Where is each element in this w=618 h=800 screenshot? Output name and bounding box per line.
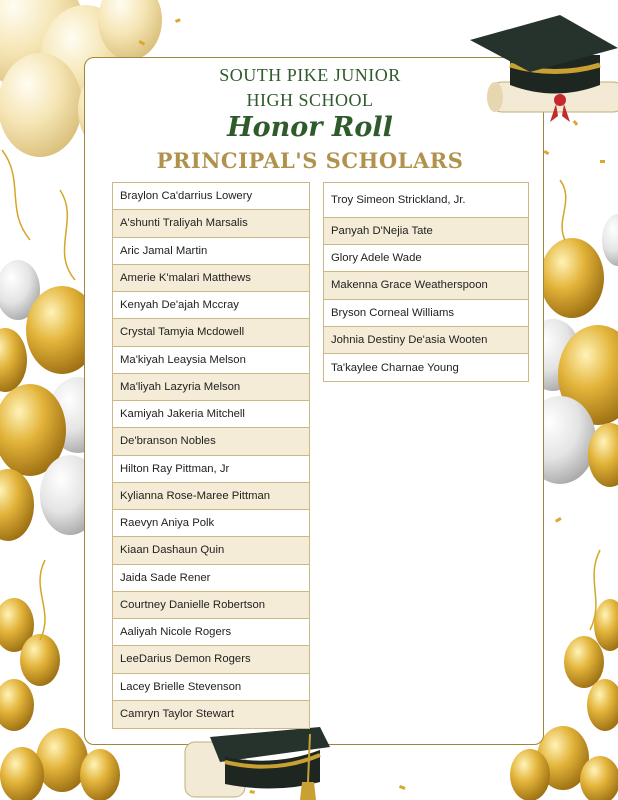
school-name-line2: HIGH SCHOOL	[246, 90, 374, 110]
list-item: Kiaan Dashaun Quin	[113, 537, 309, 564]
list-item: Ma'liyah Lazyria Melson	[113, 374, 309, 401]
list-item: Johnia Destiny De'asia Wooten	[324, 327, 528, 354]
list-item: Jaida Sade Rener	[113, 565, 309, 592]
list-item: Amerie K'malari Matthews	[113, 265, 309, 292]
list-item: Braylon Ca'darrius Lowery	[113, 183, 309, 210]
list-item: A'shunti Traliyah Marsalis	[113, 210, 309, 237]
list-item: Ma'kiyah Leaysia Melson	[113, 347, 309, 374]
list-item: Kylianna Rose-Maree Pittman	[113, 483, 309, 510]
scholar-list-right	[323, 182, 529, 382]
list-item: Kenyah De'ajah Mccray	[113, 292, 309, 319]
list-item: Aric Jamal Martin	[113, 238, 309, 265]
list-item: Troy Simeon Strickland, Jr.	[324, 183, 528, 218]
list-item: Courtney Danielle Robertson	[113, 592, 309, 619]
list-item: Panyah D'Nejia Tate	[324, 218, 528, 245]
list-item: Ta'kaylee Charnae Young	[331, 361, 459, 374]
page-title: PRINCIPAL'S SCHOLARS	[156, 148, 464, 173]
list-item: Lacey Brielle Stevenson	[113, 674, 309, 701]
list-item: Bryson Corneal Williams	[324, 300, 528, 327]
list-item: Aaliyah Nicole Rogers	[113, 619, 309, 646]
list-item: Glory Adele Wade	[324, 245, 528, 272]
scholar-list-left	[112, 182, 310, 729]
list-item: Crystal Tamyia Mcdowell	[113, 319, 309, 346]
list-item: Hilton Ray Pittman, Jr	[113, 456, 309, 483]
list-item: Kamiyah Jakeria Mitchell	[113, 401, 309, 428]
school-name-line1: SOUTH PIKE JUNIOR	[219, 65, 401, 85]
list-item: De'branson Nobles	[113, 428, 309, 455]
honor-roll-title: Honor Roll	[227, 112, 393, 143]
list-item: Makenna Grace Weatherspoon	[324, 272, 528, 299]
graduation-cap-icon	[180, 722, 340, 800]
list-item: Raevyn Aniya Polk	[113, 510, 309, 537]
list-item: LeeDarius Demon Rogers	[113, 646, 309, 673]
list-item: Camryn Taylor Stewart	[113, 701, 309, 728]
